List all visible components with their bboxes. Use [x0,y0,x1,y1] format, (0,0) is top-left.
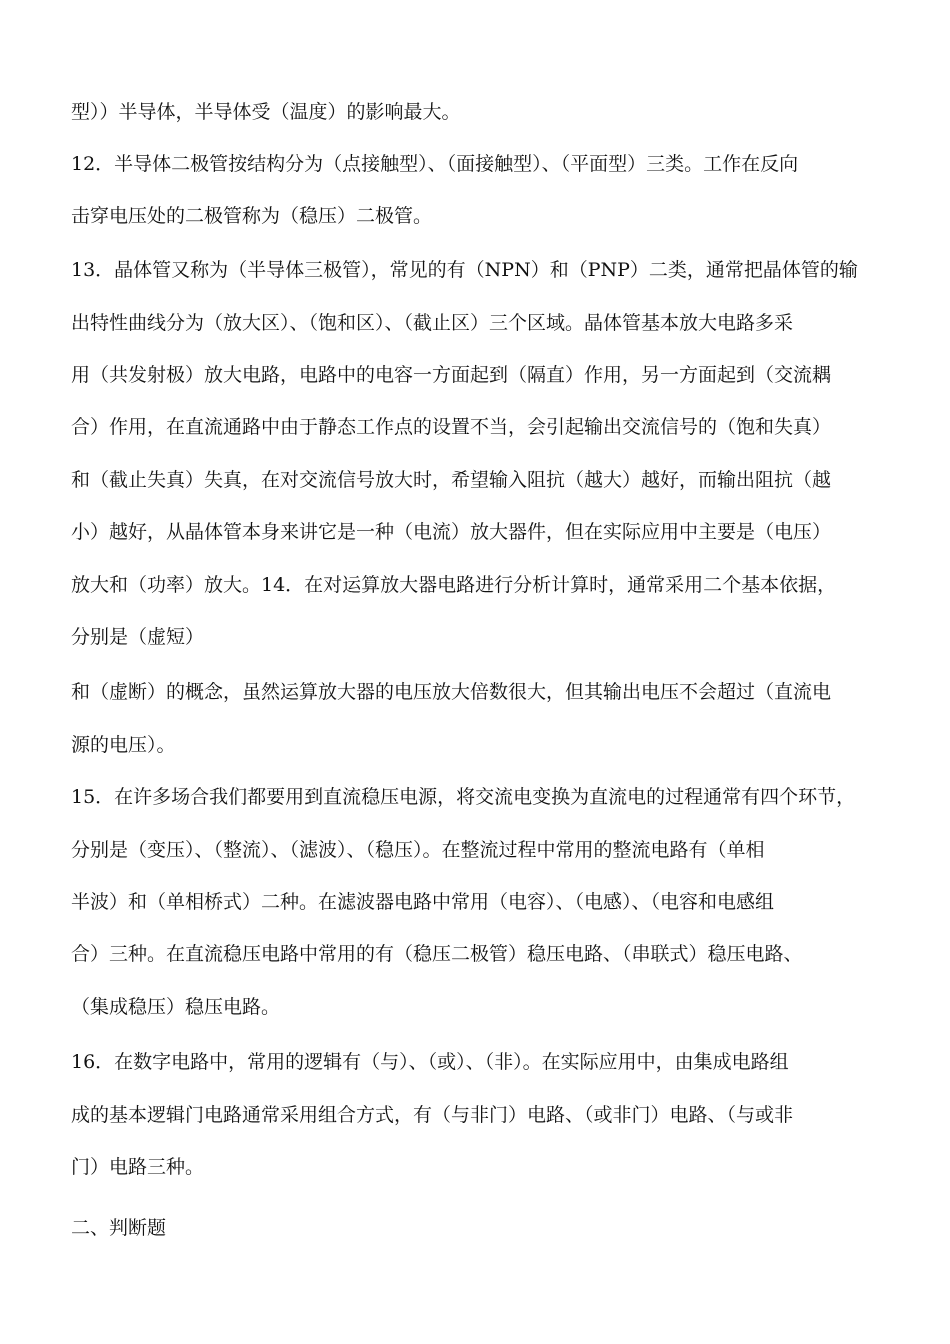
text-line: 合）作用，在直流通路中由于静态工作点的设置不当，会引起输出交流信号的（饱和失真） [71,416,832,438]
text-line: 小）越好，从晶体管本身来讲它是一种（电流）放大器件，但在实际应用中主要是（电压） [71,521,832,543]
text-line: 用（共发射极）放大电路，电路中的电容一方面起到（隔直）作用，另一方面起到（交流耦 [71,364,832,386]
text-line: 半波）和（单相桥式）二种。在滤波器电路中常用（电容）、（电感）、（电容和电感组 [71,891,775,913]
text-line: 成的基本逻辑门电路通常采用组合方式，有（与非门）电路、（或非门）电路、（与或非 [71,1104,794,1126]
text-line: 放大和（功率）放大。14．在对运算放大器电路进行分析计算时，通常采用二个基本依据， [71,574,837,596]
text-line: 击穿电压处的二极管称为（稳压）二极管。 [71,205,433,227]
text-line: 16．在数字电路中，常用的逻辑有（与）、（或）、（非）。在实际应用中，由集成电路组 [71,1051,789,1073]
text-line: 15．在许多场合我们都要用到直流稳压电源，将交流电变换为直流电的过程通常有四个环节， [71,786,856,808]
text-line: 门）电路三种。 [71,1156,205,1178]
text-line: （集成稳压）稳压电路。 [71,996,281,1018]
text-line: 出特性曲线分为（放大区）、（饱和区）、（截止区）三个区域。晶体管基本放大电路多采 [71,312,794,334]
text-line: 和（截止失真）失真，在对交流信号放大时，希望输入阻抗（越大）越好，而输出阻抗（越 [71,469,832,491]
text-line: 型））半导体，半导体受（温度）的影响最大。 [71,101,461,123]
text-line: 13．晶体管又称为（半导体三极管），常见的有（NPN）和（PNP）二类，通常把晶体管的输 [71,259,858,281]
section-heading: 二、判断题 [71,1217,167,1239]
text-line: 合）三种。在直流稳压电路中常用的有（稳压二极管）稳压电路、（串联式）稳压电路、 [71,943,803,965]
text-line: 分别是（虚短） [71,626,205,648]
text-line: 12．半导体二极管按结构分为（点接触型）、（面接触型）、（平面型）三类。工作在反向 [71,153,799,175]
text-line: 和（虚断）的概念，虽然运算放大器的电压放大倍数很大，但其输出电压不会超过（直流电 [71,681,832,703]
text-line: 源的电压）。 [71,734,176,756]
text-line: 分别是（变压）、（整流）、（滤波）、（稳压）。在整流过程中常用的整流电路有（单相 [71,839,765,861]
